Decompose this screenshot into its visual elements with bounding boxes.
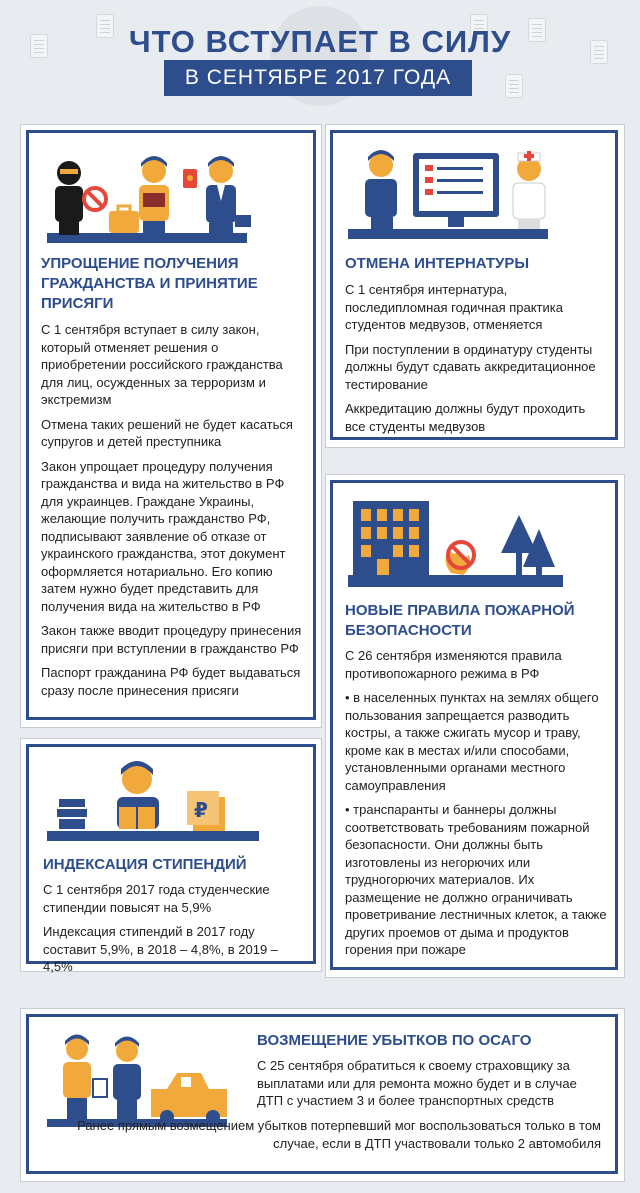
header: [0, 0, 640, 110]
fire-illustration-icon: [343, 495, 611, 593]
svg-text:₽: ₽: [194, 798, 208, 822]
osago-paragraph: Ранее прямым возмещением убытков потерпевший мог воспользоваться только в том случае, если в ДТП участвовали только 2 автомобиля: [77, 1118, 601, 1151]
citizenship-illustration-icon: [39, 141, 309, 249]
citizenship-paragraph: Закон упрощает процедуру получения гражданства и вида на жительство в РФ для украинцев. Граждане Украины, желающие получить гражданство РФ, подписывают заявление об отказе от украинского гражданства, этот документ оформляется нотариально. Его копию затем нужно будет представить для получения вида на жительство в РФ: [41, 458, 286, 614]
internship-illustration-icon: [343, 143, 611, 243]
osago-body-bottom: [45, 1117, 601, 1159]
fire-title: НОВЫЕ ПРАВИЛА ПОЖАРНОЙ БЕЗОПАСНОСТИ: [345, 602, 575, 639]
internship-paragraph: При поступлении в ординатуру студенты должны будут сдавать аккредитационное тестирование: [345, 341, 596, 392]
osago-title: ВОЗМЕЩЕНИЕ УБЫТКОВ ПО ОСАГО: [257, 1032, 532, 1049]
citizenship-title: УПРОЩЕНИЕ ПОЛУЧЕНИЯ ГРАЖДАНСТВА И ПРИНЯТИЕ ПРИСЯГИ: [41, 255, 258, 312]
osago-card: [26, 1014, 618, 1174]
stipend-body: [43, 881, 305, 983]
fire-card: [330, 480, 618, 970]
page-subtitle: В СЕНТЯБРЕ 2017 ГОДА: [164, 60, 472, 96]
fire-paragraph: С 26 сентября изменяются правила противопожарного режима в РФ: [345, 648, 562, 681]
fire-body: [345, 647, 607, 966]
stipend-card: [26, 744, 316, 974]
fire-paragraph: • транспаранты и баннеры должны соответствовать требованиям пожарной безопасности. Они должны быть изготовлены из негорючих или трудногорючих материалов. Их размещение не должно ограничивать проветривание лестничных клеток, а также других проемов от дыма и продуктов горения при пожаре: [345, 802, 607, 957]
internship-body: [345, 281, 607, 442]
citizenship-paragraph: С 1 сентября вступает в силу закон, который отменяет решения о приобретении российского гражданства для лиц, осужденных за терроризм и экстремизм: [41, 322, 283, 407]
stipend-title: ИНДЕКСАЦИЯ СТИПЕНДИЙ: [43, 856, 247, 873]
fire-paragraph: • в населенных пунктах на землях общего пользования запрещается разводить костры, а также сжигать мусор и траву, кроме как в местах и/или способами, установленными органами местного самоуправления: [345, 690, 599, 793]
citizenship-card: [26, 130, 316, 720]
page-title: ЧТО ВСТУПАЕТ В СИЛУ: [128, 24, 512, 59]
osago-body-top: [257, 1057, 602, 1117]
citizenship-paragraph: Паспорт гражданина РФ будет выдаваться сразу после принесения присяги: [41, 665, 301, 698]
internship-paragraph: Аккредитацию должны будут проходить все студенты медвузов: [345, 401, 586, 434]
osago-paragraph: С 25 сентября обратиться к своему страховщику за выплатами или для ремонта можно будет и в случае ДТП с участием 3 и более транспортных средств: [257, 1058, 577, 1108]
internship-card: [330, 130, 618, 440]
citizenship-paragraph: Отмена таких решений не будет касаться супругов и детей преступника: [41, 416, 293, 449]
internship-paragraph: С 1 сентября интернатура, последипломная годичная практика студентов медвузов, отменяется: [345, 282, 563, 332]
stipend-illustration-icon: [37, 749, 309, 849]
stipend-paragraph: С 1 сентября 2017 года студенческие стипендии повысят на 5,9%: [43, 882, 270, 915]
citizenship-paragraph: Закон также вводит процедуру принесения присяги при вступлении в гражданство РФ: [41, 623, 302, 656]
internship-title: ОТМЕНА ИНТЕРНАТУРЫ: [345, 255, 530, 272]
stipend-paragraph: Индексация стипендий в 2017 году составит 5,9%, в 2018 – 4,8%, в 2019 – 4,5%: [43, 924, 279, 974]
citizenship-body: [41, 321, 303, 706]
